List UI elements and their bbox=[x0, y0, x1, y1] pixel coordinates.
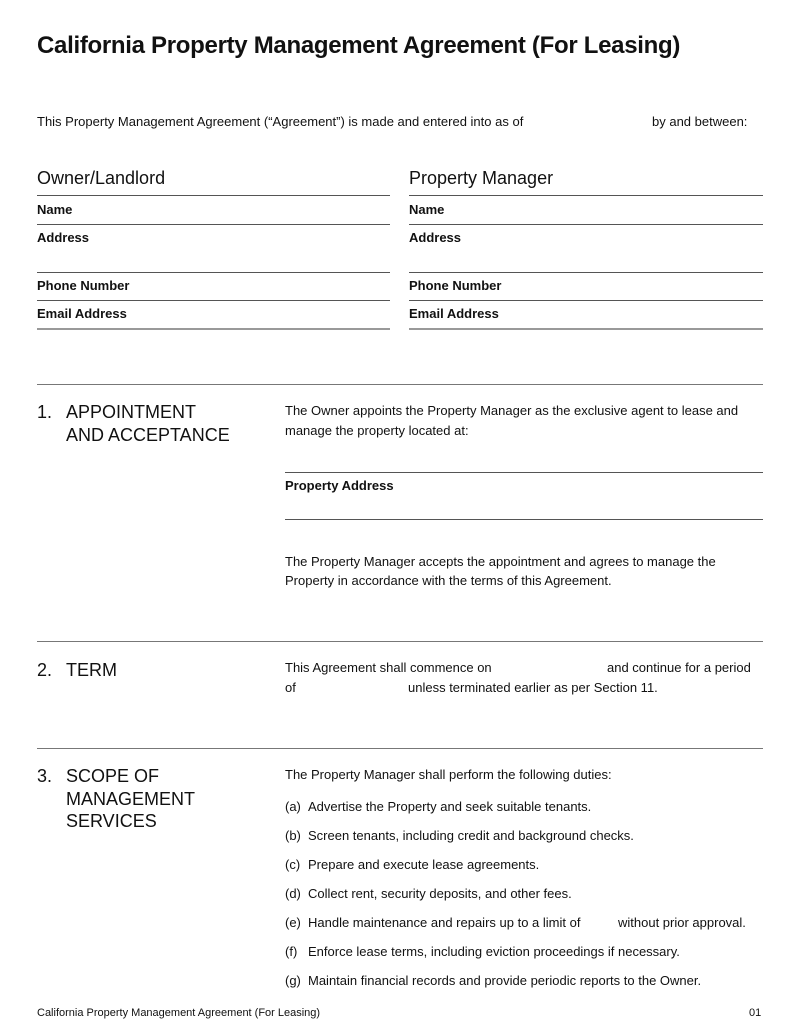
duty-marker: (f) bbox=[285, 944, 298, 959]
intro-text: This Property Management Agreement (“Agreement”) is made and entered into as of bbox=[37, 114, 524, 129]
section-divider bbox=[37, 384, 763, 385]
section-2-title: TERM bbox=[66, 660, 117, 680]
duty-marker: (a) bbox=[285, 799, 301, 814]
duty-item-end: without prior approval. bbox=[618, 915, 746, 930]
section-1-text: Property in accordance with the terms of this Agreement. bbox=[285, 573, 612, 588]
section-divider bbox=[37, 748, 763, 749]
duty-item: Prepare and execute lease agreements. bbox=[308, 857, 540, 872]
section-3-title-line: MANAGEMENT bbox=[66, 789, 196, 809]
section-2-text: of bbox=[285, 680, 296, 695]
duty-item: Enforce lease terms, including eviction proceedings if necessary. bbox=[308, 944, 680, 959]
section-1-text: The Owner appoints the Property Manager as the exclusive agent to lease and bbox=[285, 403, 739, 418]
property-address-field[interactable]: Property Address bbox=[285, 478, 394, 493]
start-date-field[interactable] bbox=[500, 658, 600, 678]
section-3-title-line: SERVICES bbox=[66, 811, 157, 831]
intro-text-end: by and between: bbox=[652, 114, 748, 129]
duty-marker: (g) bbox=[285, 973, 301, 988]
section-divider bbox=[37, 641, 763, 642]
manager-name-field[interactable]: Name bbox=[409, 202, 445, 217]
duty-item: Maintain financial records and provide periodic reports to the Owner. bbox=[308, 973, 702, 988]
section-3-title-line: SCOPE OF bbox=[66, 766, 160, 786]
owner-heading: Owner/Landlord bbox=[37, 168, 166, 188]
section-3-intro: The Property Manager shall perform the following duties: bbox=[285, 767, 612, 782]
manager-email-field[interactable]: Email Address bbox=[409, 306, 499, 321]
term-period-field[interactable] bbox=[300, 678, 400, 698]
page-number: 01 bbox=[749, 1007, 762, 1019]
agreement-date-field[interactable] bbox=[545, 112, 645, 132]
section-1-text: The Property Manager accepts the appointment and agrees to manage the bbox=[285, 554, 716, 569]
duty-marker: (d) bbox=[285, 886, 301, 901]
section-1-title-line: APPOINTMENT bbox=[66, 402, 197, 422]
repair-limit-field[interactable] bbox=[590, 913, 615, 933]
duty-marker: (b) bbox=[285, 828, 301, 843]
duty-item: Collect rent, security deposits, and other fees. bbox=[308, 886, 572, 901]
section-2-text: This Agreement shall commence on bbox=[285, 660, 492, 675]
section-2-number: 2. bbox=[37, 660, 53, 680]
manager-phone-field[interactable]: Phone Number bbox=[409, 278, 502, 293]
duty-marker: (c) bbox=[285, 857, 301, 872]
duty-item: Handle maintenance and repairs up to a limit of bbox=[308, 915, 581, 930]
section-3-number: 3. bbox=[37, 766, 53, 786]
section-1-title-line: AND ACCEPTANCE bbox=[66, 425, 230, 445]
section-1-number: 1. bbox=[37, 402, 53, 422]
manager-heading: Property Manager bbox=[409, 168, 554, 188]
owner-name-field[interactable]: Name bbox=[37, 202, 73, 217]
manager-address-field[interactable]: Address bbox=[409, 230, 462, 245]
owner-address-field[interactable]: Address bbox=[37, 230, 90, 245]
section-2-text: and continue for a period bbox=[607, 660, 751, 675]
duty-item: Screen tenants, including credit and background checks. bbox=[308, 828, 634, 843]
duty-item: Advertise the Property and seek suitable tenants. bbox=[308, 799, 592, 814]
footer-title: California Property Management Agreement (For Leasing) bbox=[37, 1007, 321, 1019]
duty-marker: (e) bbox=[285, 915, 301, 930]
section-2-text: unless terminated earlier as per Section 11. bbox=[408, 680, 658, 695]
section-1-text: manage the property located at: bbox=[285, 423, 469, 438]
owner-email-field[interactable]: Email Address bbox=[37, 306, 127, 321]
document-title: California Property Management Agreement (For Leasing) bbox=[37, 32, 681, 59]
owner-phone-field[interactable]: Phone Number bbox=[37, 278, 130, 293]
